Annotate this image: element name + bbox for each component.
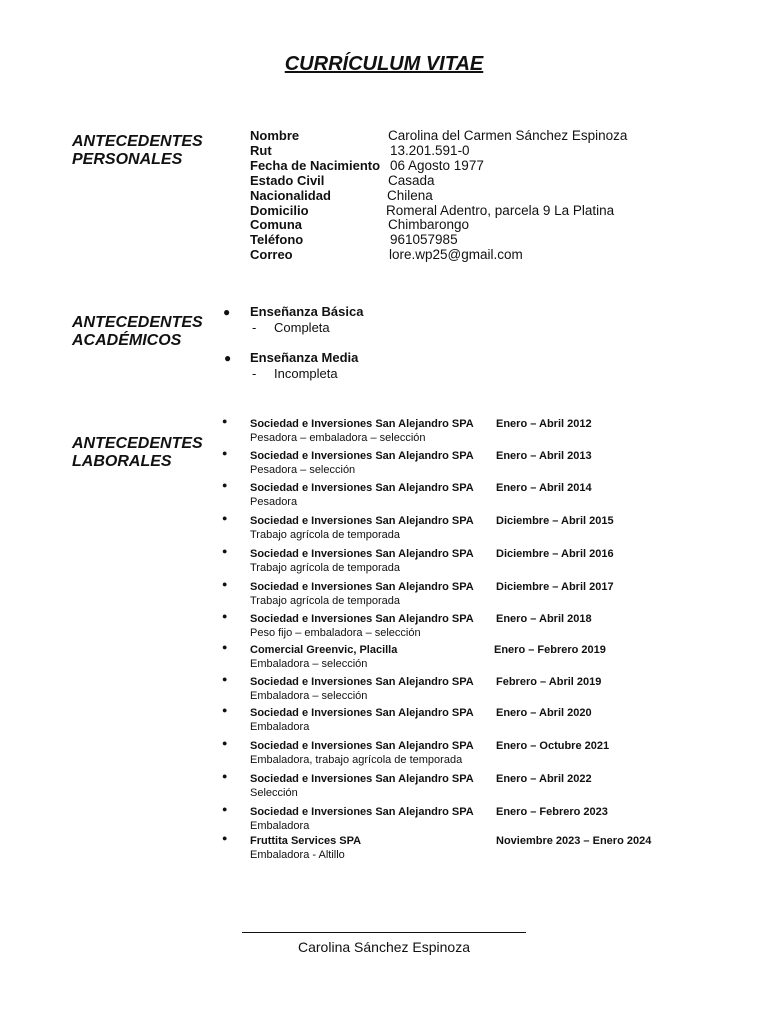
job-period: Enero – Abril 2022 (496, 773, 592, 785)
job-company: Sociedad e Inversiones San Alejandro SPA (250, 548, 474, 560)
label-estado-civil: Estado Civil (250, 173, 325, 188)
job-company: Sociedad e Inversiones San Alejandro SPA (250, 773, 474, 785)
bullet-icon: ● (222, 771, 228, 781)
job-role: Embaladora (250, 721, 310, 733)
bullet-icon: ● (222, 513, 228, 523)
signature-line (242, 932, 526, 933)
job-period: Enero – Abril 2014 (496, 482, 592, 494)
job-role: Pesadora – embaladora – selección (250, 432, 426, 444)
job-role: Embaladora – selección (250, 658, 368, 670)
job-company: Sociedad e Inversiones San Alejandro SPA (250, 482, 474, 494)
value-correo: lore.wp25@gmail.com (389, 247, 523, 262)
section-heading-academic (72, 314, 203, 350)
heading-line-2: LABORALES (72, 453, 172, 470)
section-heading-work (72, 435, 203, 471)
job-role: Embaladora - Altillo (250, 849, 345, 861)
education-status: Incompleta (274, 366, 338, 381)
value-domicilio: Romeral Adentro, parcela 9 La Platina (386, 203, 615, 218)
value-nacionalidad: Chilena (387, 188, 433, 203)
job-company: Sociedad e Inversiones San Alejandro SPA (250, 707, 474, 719)
bullet-icon: ● (222, 480, 228, 490)
education-status: Completa (274, 320, 330, 335)
job-role: Selección (250, 787, 298, 799)
job-role: Pesadora – selección (250, 464, 356, 476)
job-role: Trabajo agrícola de temporada (250, 529, 401, 541)
bullet-icon: ● (223, 305, 231, 319)
bullet-icon: ● (222, 833, 228, 843)
label-fecha-nacimiento: Fecha de Nacimiento (250, 158, 381, 173)
label-rut: Rut (250, 143, 272, 158)
job-role: Peso fijo – embaladora – selección (250, 627, 421, 639)
job-period: Diciembre – Abril 2017 (496, 581, 614, 593)
job-company: Sociedad e Inversiones San Alejandro SPA (250, 418, 474, 430)
bullet-icon: ● (222, 705, 228, 715)
job-period: Noviembre 2023 – Enero 2024 (496, 835, 652, 847)
bullet-icon: ● (222, 579, 228, 589)
job-role: Trabajo agrícola de temporada (250, 562, 401, 574)
label-nombre: Nombre (250, 128, 300, 143)
job-company: Sociedad e Inversiones San Alejandro SPA (250, 676, 474, 688)
label-correo: Correo (250, 247, 293, 262)
bullet-icon: ● (222, 611, 228, 621)
job-role: Embaladora, trabajo agrícola de temporada (250, 754, 463, 766)
job-company: Sociedad e Inversiones San Alejandro SPA (250, 740, 474, 752)
bullet-icon: ● (222, 674, 228, 684)
heading-line-2: ACADÉMICOS (72, 332, 182, 349)
bullet-icon: ● (222, 642, 228, 652)
bullet-icon: ● (222, 448, 228, 458)
heading-line-1: ANTECEDENTES (72, 314, 203, 331)
label-comuna: Comuna (250, 217, 302, 232)
job-company: Comercial Greenvic, Placilla (250, 644, 398, 656)
job-period: Febrero – Abril 2019 (496, 676, 602, 688)
value-rut: 13.201.591-0 (390, 143, 470, 158)
job-period: Enero – Abril 2012 (496, 418, 592, 430)
job-role: Embaladora (250, 820, 310, 832)
bullet-icon: ● (222, 416, 228, 426)
heading-line-1: ANTECEDENTES (72, 133, 203, 150)
job-period: Enero – Octubre 2021 (496, 740, 610, 752)
job-role: Embaladora – selección (250, 690, 368, 702)
value-fecha-nacimiento: 06 Agosto 1977 (390, 158, 484, 173)
job-period: Diciembre – Abril 2015 (496, 515, 614, 527)
job-period: Enero – Abril 2013 (496, 450, 592, 462)
job-company: Sociedad e Inversiones San Alejandro SPA (250, 806, 474, 818)
dash-icon: - (252, 320, 257, 335)
heading-line-1: ANTECEDENTES (72, 435, 203, 452)
bullet-icon: ● (222, 738, 228, 748)
section-heading-personal (72, 133, 203, 169)
job-company: Sociedad e Inversiones San Alejandro SPA (250, 515, 474, 527)
value-telefono: 961057985 (390, 232, 458, 247)
label-telefono: Teléfono (250, 232, 304, 247)
label-nacionalidad: Nacionalidad (250, 188, 331, 203)
value-estado-civil: Casada (388, 173, 435, 188)
job-company: Fruttita Services SPA (250, 835, 362, 847)
job-company: Sociedad e Inversiones San Alejandro SPA (250, 581, 474, 593)
job-company: Sociedad e Inversiones San Alejandro SPA (250, 613, 474, 625)
signature-name: Carolina Sánchez Espinoza (298, 939, 470, 955)
label-domicilio: Domicilio (250, 203, 309, 218)
education-level: Enseñanza Básica (250, 304, 364, 319)
job-role: Trabajo agrícola de temporada (250, 595, 401, 607)
heading-line-2: PERSONALES (72, 151, 183, 168)
bullet-icon: ● (224, 351, 232, 365)
document-title: CURRÍCULUM VITAE (284, 53, 484, 75)
value-nombre: Carolina del Carmen Sánchez Espinoza (388, 128, 628, 143)
job-period: Enero – Febrero 2019 (494, 644, 606, 656)
bullet-icon: ● (222, 804, 228, 814)
job-company: Sociedad e Inversiones San Alejandro SPA (250, 450, 474, 462)
value-comuna: Chimbarongo (388, 217, 470, 232)
dash-icon: - (252, 366, 257, 381)
job-period: Enero – Febrero 2023 (496, 806, 608, 818)
job-period: Enero – Abril 2018 (496, 613, 592, 625)
bullet-icon: ● (222, 546, 228, 556)
job-period: Enero – Abril 2020 (496, 707, 592, 719)
education-level: Enseñanza Media (250, 350, 359, 365)
job-role: Pesadora (250, 496, 298, 508)
job-period: Diciembre – Abril 2016 (496, 548, 614, 560)
